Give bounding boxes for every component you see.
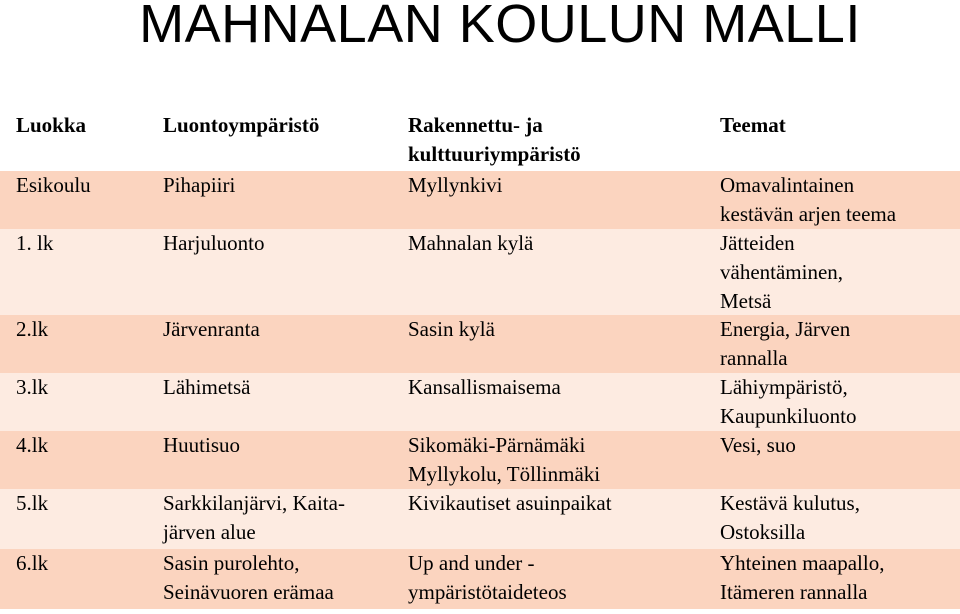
cell-luokka: 4.lk: [16, 433, 49, 457]
cell-rakennettu: Sikomäki-Pärnämäki Myllykolu, Töllinmäki: [408, 433, 601, 486]
table-row: [0, 373, 960, 431]
page-title: MAHNALAN KOULUN MALLI: [139, 0, 861, 54]
header-luokka: Luokka: [16, 113, 87, 137]
table-row: [0, 229, 960, 315]
table-row: [0, 489, 960, 549]
table-row: [0, 431, 960, 489]
table-row: [0, 549, 960, 609]
table-row: [0, 315, 960, 373]
cell-rakennettu: Kivikautiset asuinpaikat: [408, 491, 612, 515]
cell-luokka: 2.lk: [16, 317, 49, 341]
cell-rakennettu: Myllynkivi: [408, 173, 503, 197]
cell-luonto: Lähimetsä: [163, 375, 251, 399]
cell-teemat: Energia, Järven rannalla: [720, 317, 851, 370]
cell-rakennettu: Sasin kylä: [408, 317, 495, 341]
cell-teemat: Omavalintainen kestävän arjen teema: [720, 173, 897, 226]
cell-luokka: 3.lk: [16, 375, 49, 399]
header-teemat: Teemat: [720, 113, 786, 137]
cell-luonto: Harjuluonto: [163, 231, 265, 255]
cell-luonto: Sasin purolehto, Seinävuoren erämaa: [163, 551, 334, 604]
cell-rakennettu: Kansallismaisema: [408, 375, 561, 399]
cell-teemat: Jätteiden vähentäminen, Metsä: [720, 231, 844, 313]
cell-luokka: 5.lk: [16, 491, 49, 515]
cell-luonto: Järvenranta: [163, 317, 260, 341]
curriculum-table: [0, 107, 960, 609]
table-header-row: [0, 107, 960, 171]
cell-luonto: Sarkkilanjärvi, Kaita- järven alue: [163, 491, 345, 544]
table-row: [0, 171, 960, 229]
header-rakennettu: Rakennettu- ja kulttuuriympäristö: [408, 113, 581, 166]
cell-luokka: Esikoulu: [16, 173, 91, 197]
header-luontoymparisto: Luontoympäristö: [163, 113, 320, 137]
cell-teemat: Yhteinen maapallo, Itämeren rannalla: [720, 551, 885, 604]
cell-teemat: Kestävä kulutus, Ostoksilla: [720, 491, 860, 544]
cell-luonto: Huutisuo: [163, 433, 241, 457]
cell-luokka: 6.lk: [16, 551, 49, 575]
cell-teemat: Lähiympäristö, Kaupunkiluonto: [720, 375, 857, 428]
cell-teemat: Vesi, suo: [720, 433, 796, 457]
cell-luonto: Pihapiiri: [163, 173, 236, 197]
cell-rakennettu: Mahnalan kylä: [408, 231, 534, 255]
cell-luokka: 1. lk: [16, 231, 54, 255]
cell-rakennettu: Up and under - ympäristötaideteos: [408, 551, 567, 604]
